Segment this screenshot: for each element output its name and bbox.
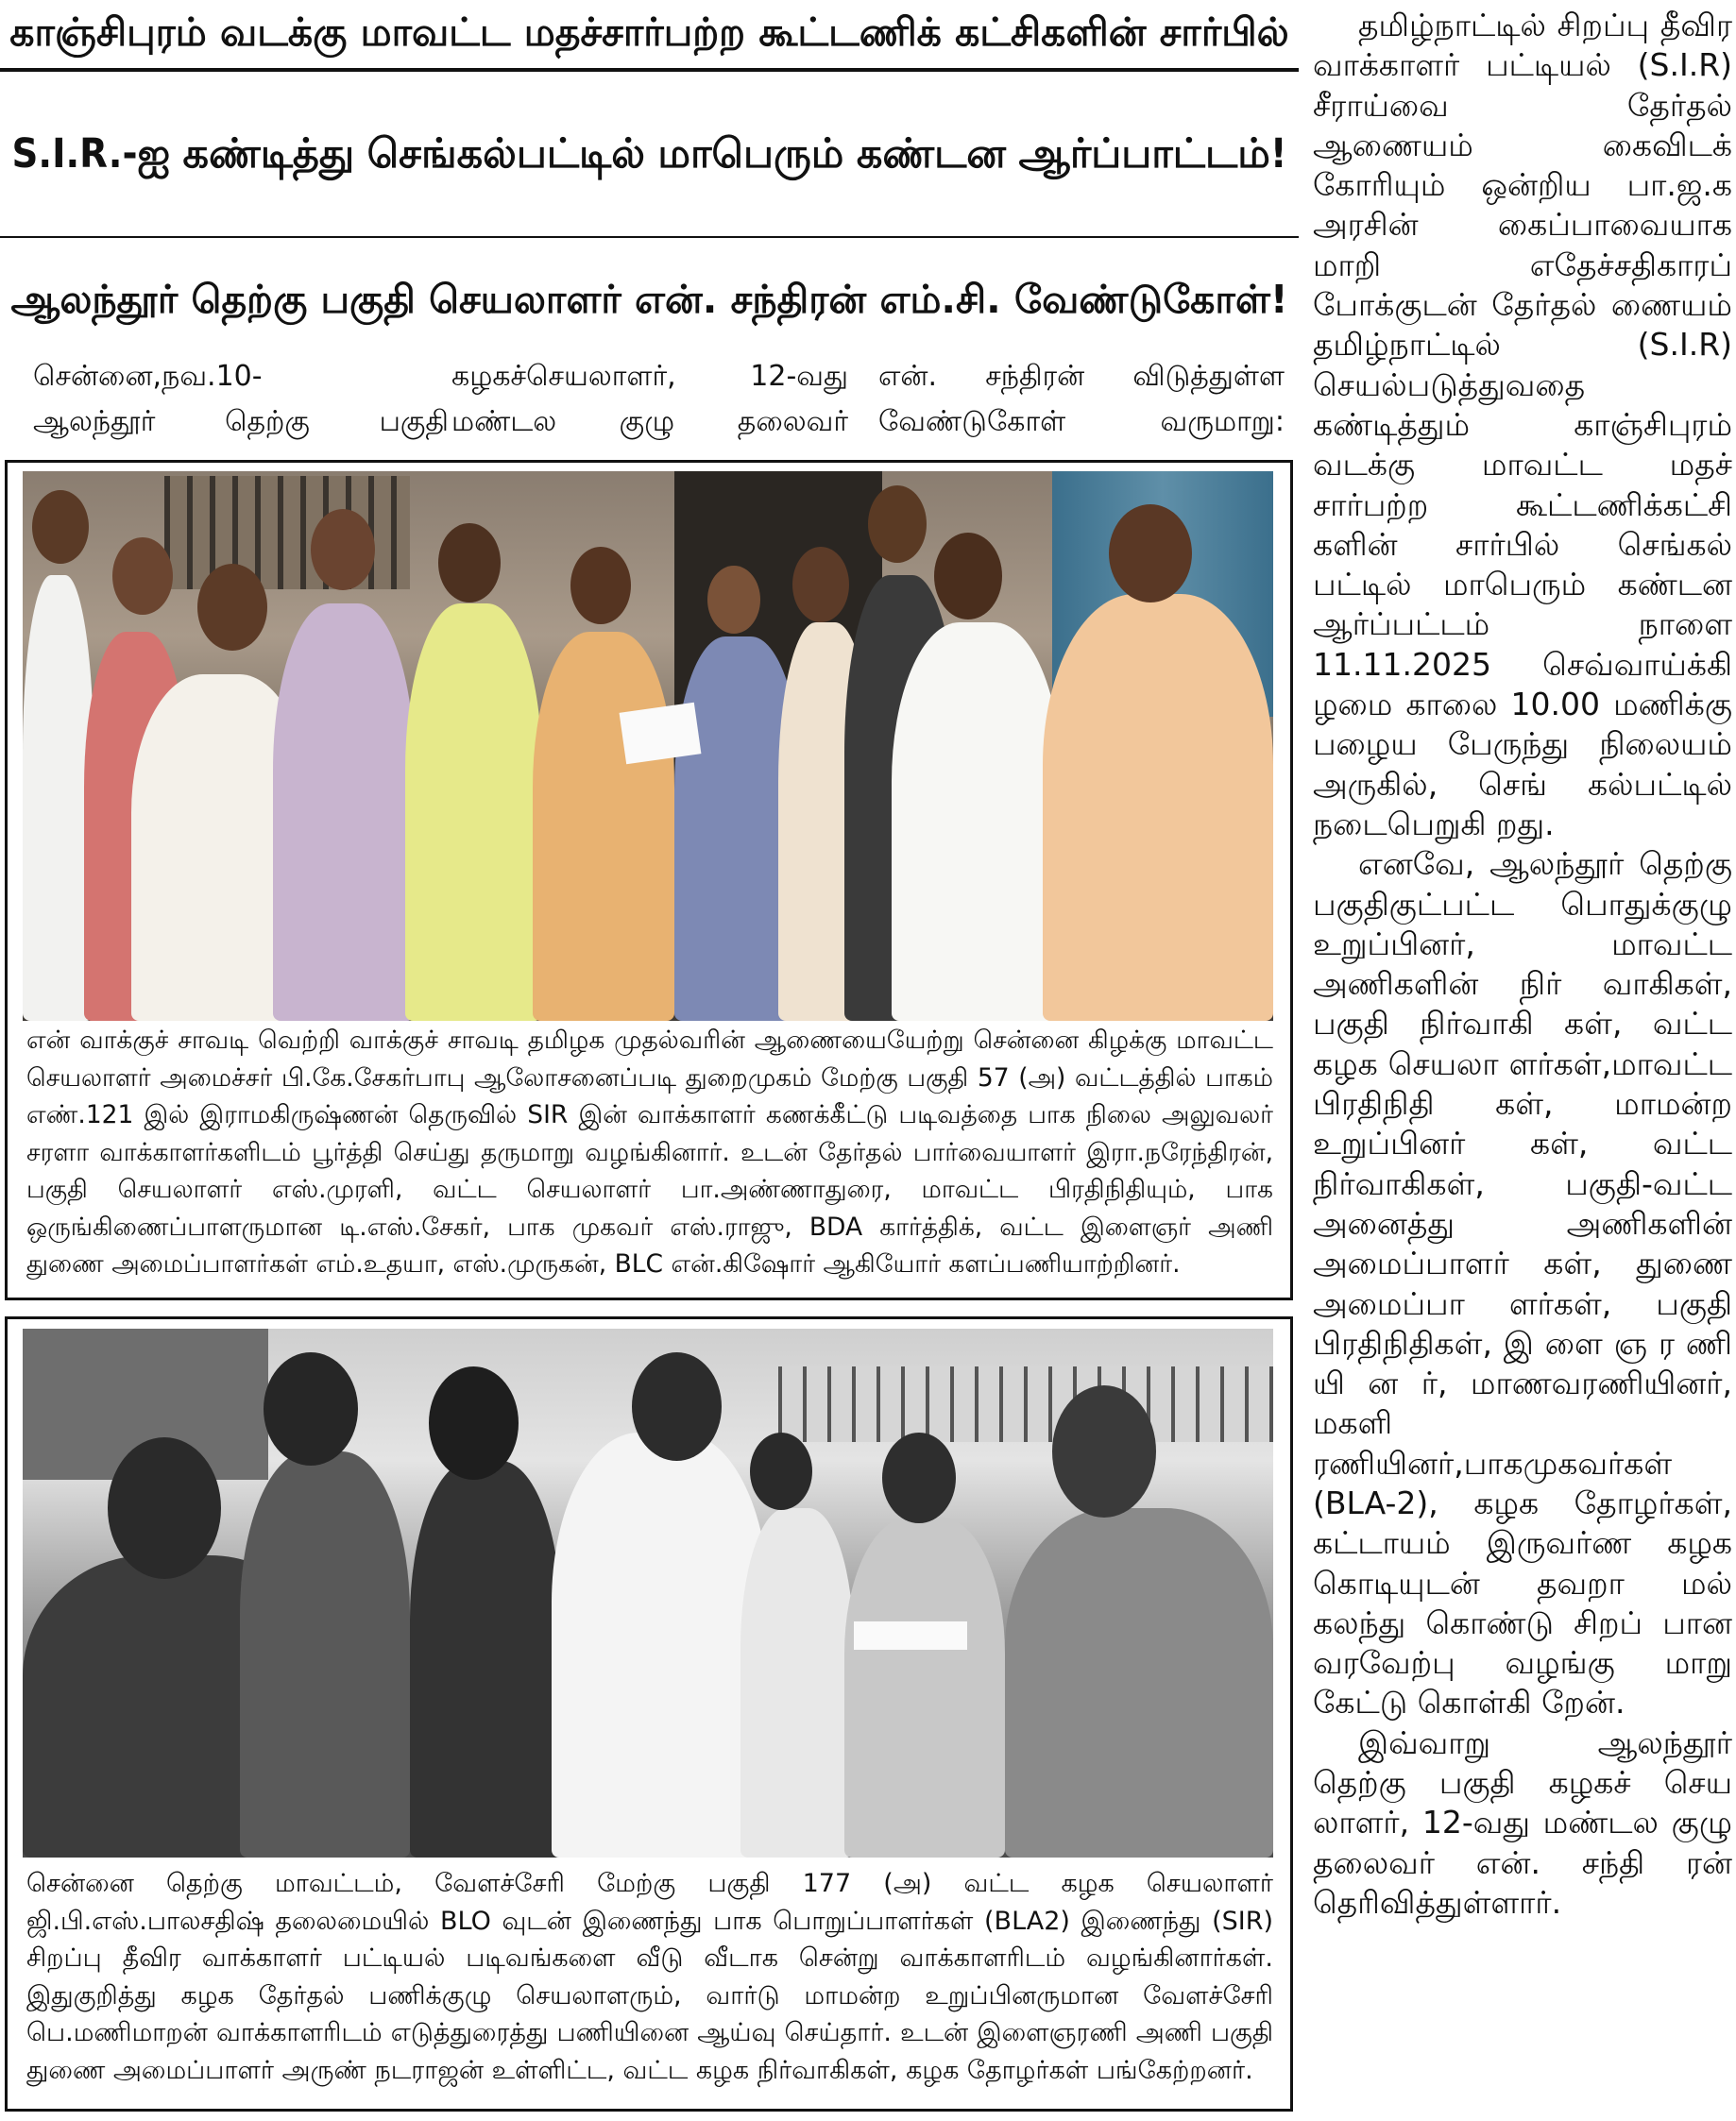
intro-line: கழகச்செயலாளர், 12-வது: [451, 360, 848, 393]
person-head: [311, 509, 375, 590]
photo-box-2: [5, 1316, 1293, 2112]
intro-line: மண்டல குழு தலைவர்: [451, 405, 848, 438]
right-column-article: [1313, 6, 1732, 1923]
person-body: [844, 1518, 1005, 1858]
person-head: [197, 564, 267, 651]
right-paragraph-1: தமிழ்நாட்டில் சிறப்பு தீவிர வாக்காளர் பட்டியல் (S.I.R) சீராய்வை தேர்தல் ஆணையம் கைவிடக் கோரியும் ஒன்றிய பா.ஜ.க அரசின் கைப்பாவையாக மாறி எதேச்சதிகாரப் போக்குடன் தேர்தல் ணையம் தமிழ்நாட்டில் (S.I.R) செயல்படுத்துவதை கண்டித்தும் காஞ்சிபுரம் வடக்கு மாவட்ட மதச் சார்பற்ற கூட்டணிக்கட்சி களின் சார்பில் செங்கல் பட்டில் மாபெரும் கண்டன ஆர்ப்பட்டம் நாளை 11.11.2025 செவ்வாய்க்கி ழமை காலை 10.00 மணிக்கு பழைய பேருந்து நிலையம் அருகில், செங் கல்பட்டில் நடைபெறுகி றது.: [1313, 7, 1732, 842]
person-head: [707, 566, 760, 634]
form-papers: [854, 1621, 967, 1650]
photo-2-caption: சென்னை தெற்கு மாவட்டம், வேளச்சேரி மேற்கு பகுதி 177 (அ) வட்ட கழக செயலாளர் ஜி.பி.எஸ்.பாலசதிஷ் தலைமையில் BLO வுடன் இணைந்து பாக பொறுப்பாளர்கள் (BLA2) இணைந்து (SIR) சிறப்பு தீவிர வாக்காளர் பட்டியல் படிவங்களை வீடு வீடாக சென்று வாக்காளரிடம் வழங்கினார்கள். இதுகுறித்து கழக தேர்தல் பணிக்குழு செயலாளரும், வார்டு மாமன்ற உறுப்பினருமான வேளச்சேரி பெ.மணிமாறன் வாக்காளரிடம் எடுத்துரைத்து பணியினை ஆய்வு செய்தார். உடன் இளைஞரணி அணி பகுதி துணை அமைப்பாளர் அருண் நடராஜன் உள்ளிட்ட, வட்ட கழக நிர்வாகிகள், கழக தோழர்கள் பங்கேற்றனர்.: [26, 1869, 1273, 2085]
person-head: [264, 1352, 358, 1466]
intro-line: சென்னை,நவ.10-: [33, 360, 263, 393]
intro-line: வேண்டுகோள் வருமாறு:: [878, 405, 1285, 438]
person-head: [934, 533, 1002, 619]
intro-line: ஆலந்தூர் தெற்கு பகுதி: [33, 405, 449, 438]
gate-railing: [778, 1366, 1273, 1442]
person-body: [1005, 1508, 1273, 1858]
person-head: [32, 490, 89, 564]
person-body: [240, 1451, 410, 1858]
person-body: [533, 632, 674, 1021]
intro-line: என். சந்திரன் விடுத்துள்ள: [878, 360, 1285, 393]
person-head: [429, 1366, 519, 1480]
right-paragraph-3: இவ்வாறு ஆலந்தூர் தெற்கு பகுதி கழகச் செய லாளர், 12-வது மண்டல குழு தலைவர் என். சந்தி ரன் தெரிவித்துள்ளார்.: [1313, 1723, 1732, 1921]
person-body: [23, 575, 94, 1021]
intro-column-3: [878, 354, 1285, 445]
main-headline: S.I.R.-ஐ கண்டித்து செங்கல்பட்டில் மாபெரும் கண்டன ஆர்ப்பாட்டம்!: [11, 130, 1287, 178]
person-body: [552, 1433, 769, 1858]
person-body: [410, 1461, 561, 1858]
sub-headline: ஆலந்தூர் தெற்கு பகுதி செயலாளர் என். சந்திரன் எம்.சி. வேண்டுகோள்!: [10, 277, 1288, 322]
person-head: [792, 547, 849, 622]
person-head: [112, 537, 173, 615]
window-grille: [164, 476, 410, 589]
intro-column-1: [33, 354, 449, 445]
person-head: [868, 485, 927, 563]
person-body: [405, 603, 542, 1021]
person-head: [632, 1352, 722, 1461]
person-head: [570, 547, 631, 624]
person-head: [750, 1433, 812, 1510]
intro-text: [0, 354, 1299, 449]
person-head: [108, 1437, 221, 1579]
photo-1-caption: என் வாக்குச் சாவடி வெற்றி வாக்குச் சாவடி தமிழக முதல்வரின் ஆணையையேற்று சென்னை கிழக்கு மாவட்ட செயலாளர் அமைச்சர் பி.கே.சேகர்பாபு ஆலோசனைப்படி துறைமுகம் மேற்கு பகுதி 57 (அ) வட்டத்தில் பாகம் எண்.121 இல் இராமகிருஷ்ணன் தெருவில் SIR இன் வாக்காளர் கணக்கீட்டு படிவத்தை பாக நிலை அலுவலர் சரளா வாக்காளர்களிடம் பூர்த்தி செய்து தருமாறு வழங்கினார். உடன் தேர்தல் பார்வையாளர் இரா.நரேந்திரன், பகுதி செயலாளர் எஸ்.முரளி, வட்ட செயலாளர் பா.அண்ணாதுரை, மாவட்ட பிரதிநிதியும், பாக ஒருங்கிணைப்பாளருமான டி.எஸ்.சேகர், பாக முகவர் எஸ்.ராஜு, BDA கார்த்திக், வட்ட இளைஞர் அணி துணை அமைப்பாளர்கள் எம்.உதயா, எஸ்.முருகன், BLC என்.கிஷோர் ஆகியோர் களப்பணியாற்றினர்.: [26, 1026, 1274, 1279]
divider: [0, 68, 1299, 72]
group-photo-2: [23, 1329, 1273, 1858]
person-body: [273, 603, 415, 1021]
person-head: [1109, 504, 1192, 602]
form-paper: [620, 703, 702, 765]
right-paragraph-2: எனவே, ஆலந்தூர் தெற்கு பகுதிகுட்பட்ட பொதுக்குழு உறுப்பினர், மாவட்ட அணிகளின் நிர் வாகிகள், பகுதி நிர்வாகி கள், வட்ட கழக செயலா ளர்கள்,மாவட்ட பிரதிநிதி கள், மாமன்ற உறுப்பினர் கள், வட்ட நிர்வாகிகள், பகுதி-வட்ட அனைத்து அணிகளின் அமைப்பாளர் கள், துணை அமைப்பா ளர்கள், பகுதி பிரதிநிதிகள், இ ளை ஞ ர ணி யி ன ர், மாணவரணியினர், மகளி ரணியினர்,பாகமுகவர்கள் (BLA-2), கழக தோழர்கள், கட்டாயம் இருவர்ண கழக கொடியுடன் தவறா மல் கலந்து கொண்டு சிறப் பான வரவேற்பு வழங்கு மாறு கேட்டு கொள்கி றேன்.: [1313, 845, 1732, 1722]
group-photo-1: [23, 471, 1273, 1021]
person-body: [892, 622, 1062, 1021]
person-head: [438, 523, 501, 602]
person-head: [1052, 1385, 1156, 1518]
intro-column-2: [451, 354, 848, 445]
person-body: [1043, 594, 1273, 1021]
person-head: [882, 1433, 956, 1523]
divider: [0, 236, 1299, 238]
photo-box-1-frame: [5, 460, 1293, 1300]
person-body: [740, 1508, 854, 1858]
kicker-headline: காஞ்சிபுரம் வடக்கு மாவட்ட மதச்சார்பற்ற கூட்டணிக் கட்சிகளின் சார்பில்: [9, 9, 1289, 55]
